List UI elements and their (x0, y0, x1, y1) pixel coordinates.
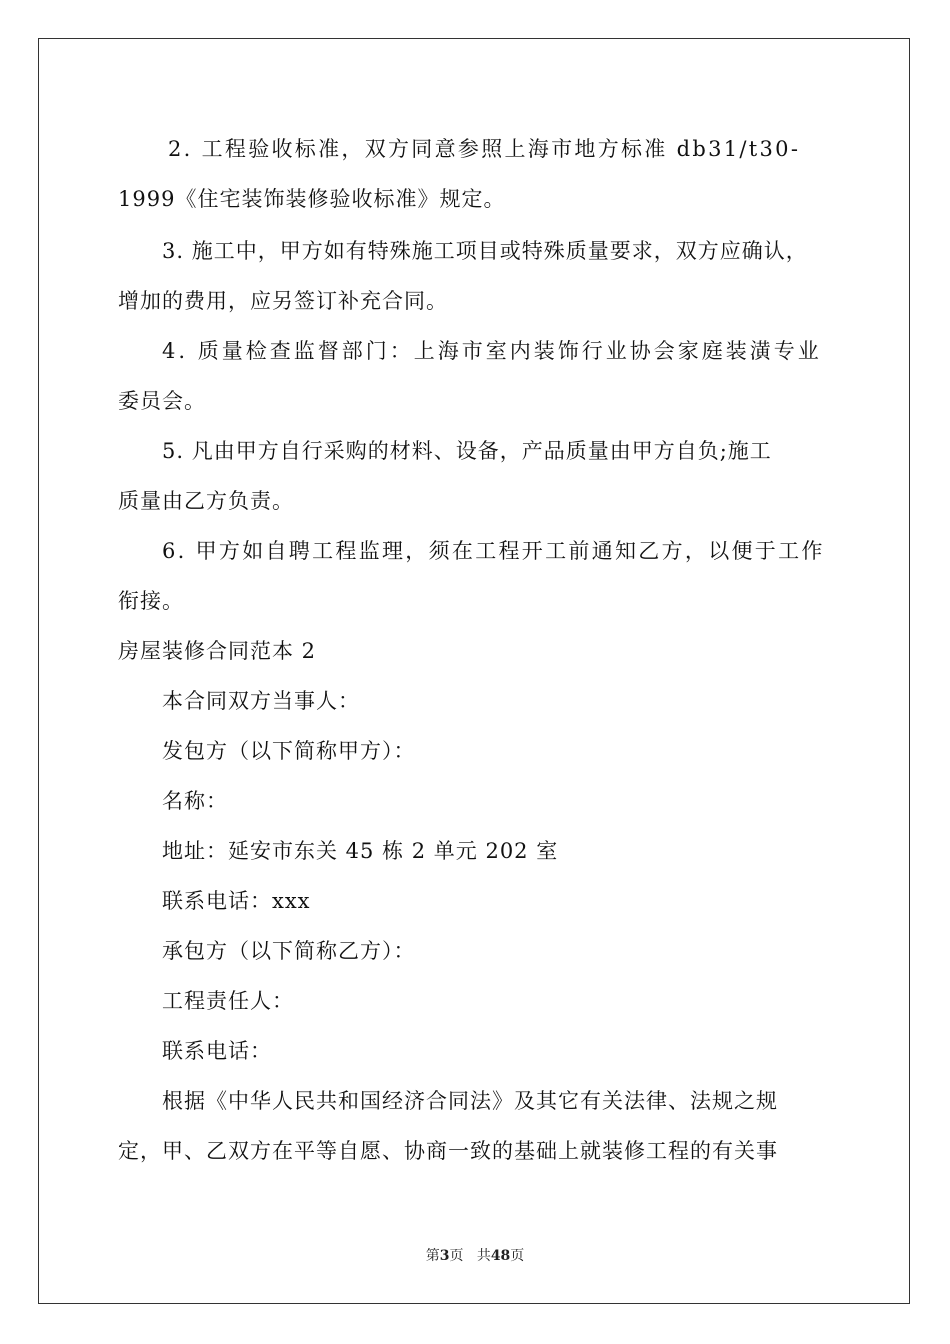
party-a-label: 发包方（以下简称甲方）： (162, 739, 416, 763)
paragraph-4-line-1: 4. 质量检查监督部门：上海市室内装饰行业协会家庭装潢专业 (162, 339, 822, 363)
party-b-phone: 联系电话： (162, 1039, 272, 1063)
paragraph-6-line-2: 衔接。 (118, 589, 184, 613)
basis-line-2: 定，甲、乙双方在平等自愿、协商一致的基础上就装修工程的有关事 (118, 1139, 778, 1163)
section-title: 房屋装修合同范本 2 (118, 639, 317, 663)
address-line: 地址：延安市东关 45 栋 2 单元 202 室 (162, 839, 559, 863)
paragraph-2-line-2: 1999《住宅装饰装修验收标准》规定。 (118, 187, 506, 211)
paragraph-2-line-1: 2. 工程验收标准，双方同意参照上海市地方标准 db31/t30- (168, 137, 801, 161)
basis-line-1: 根据《中华人民共和国经济合同法》及其它有关法律、法规之规 (162, 1089, 778, 1113)
footer-total-unit: 页 (510, 1248, 525, 1264)
paragraph-6-line-1: 6. 甲方如自聘工程监理，须在工程开工前通知乙方，以便于工作 (162, 539, 825, 563)
footer-total-prefix: 共 (476, 1248, 491, 1264)
page-footer (0, 1246, 950, 1266)
paragraph-3-line-2: 增加的费用，应另签订补充合同。 (118, 289, 448, 313)
party-b-label: 承包方（以下简称乙方）： (162, 939, 416, 963)
party-a-phone: 联系电话：xxx (162, 889, 311, 913)
engineer-label: 工程责任人： (162, 989, 294, 1013)
footer-total-pages: 48 (490, 1248, 511, 1264)
paragraph-3-line-1: 3. 施工中，甲方如有特殊施工项目或特殊质量要求，双方应确认， (162, 239, 808, 263)
paragraph-4-line-2: 委员会。 (118, 389, 206, 413)
paragraph-5-line-1: 5. 凡由甲方自行采购的材料、设备，产品质量由甲方自负;施工 (162, 439, 772, 463)
parties-intro: 本合同双方当事人： (162, 689, 360, 713)
paragraph-5-line-2: 质量由乙方负责。 (118, 489, 294, 513)
footer-page-prefix: 第 (425, 1248, 440, 1264)
name-label: 名称： (162, 789, 228, 813)
footer-page-unit: 页 (449, 1248, 464, 1264)
footer-page-number: 3 (439, 1248, 450, 1264)
